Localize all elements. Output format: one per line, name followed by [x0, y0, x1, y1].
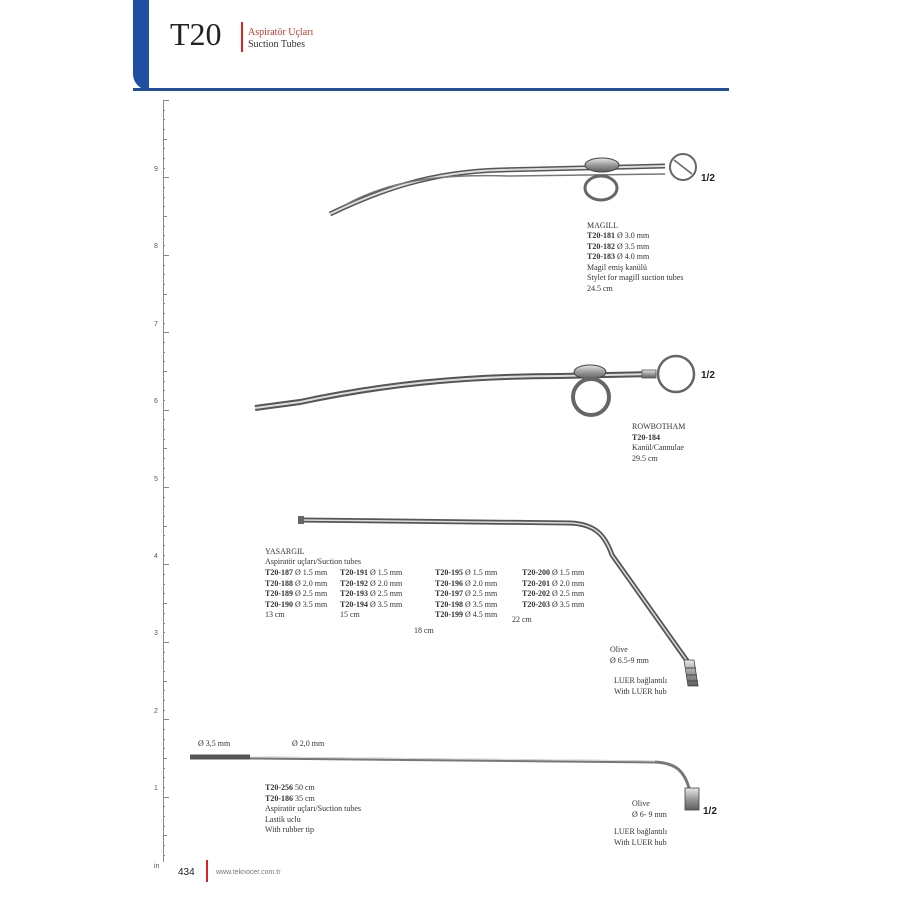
catalog-code: T20: [170, 16, 222, 52]
rubber-tip-dia-mid: Ø 2,0 mm: [292, 739, 325, 748]
magill-desc-tr: Magil emiş kanülü: [587, 262, 647, 272]
footer-url: www.teknocer.com.tr: [216, 869, 281, 876]
yasargil-item-size: Ø 3.5 mm: [552, 599, 585, 609]
magill-scale-label: 1/2: [701, 173, 715, 184]
yasargil-item-code: T20-201: [522, 578, 550, 588]
magill-item-code: T20-182: [587, 241, 615, 251]
yasargil-item-code: T20-199: [435, 610, 463, 619]
yasargil-column-4: [522, 568, 584, 610]
rubber-tip-scale-label: 1/2: [703, 806, 717, 817]
yasargil-column-2: [340, 568, 402, 621]
yasargil-luer-tr: LUER bağlantılı: [614, 676, 668, 685]
yasargil-item-code: T20-193: [340, 589, 368, 598]
yasargil-luer-info: [614, 676, 667, 697]
rubber-tip-olive-info: [632, 799, 667, 820]
rubber-tip-length: 50 cm: [295, 783, 315, 792]
yasargil-item-code: T20-196: [435, 578, 463, 588]
magill-item-size: Ø 3.0 mm: [617, 231, 650, 240]
yasargil-length: 18 cm: [414, 626, 434, 635]
yasargil-olive-size: Ø 6.5-9 mm: [610, 655, 649, 665]
rowbotham-name: ROWBOTHAM: [632, 422, 686, 431]
ruler-number: 4: [154, 553, 158, 560]
yasargil-desc: Aspiratör uçları/Suction tubes: [265, 557, 361, 566]
yasargil-length: 13 cm: [265, 610, 285, 619]
magill-length: 24.5 cm: [587, 283, 613, 293]
rubber-tip-olive-label: Olive: [632, 799, 650, 808]
ruler-number: 5: [154, 475, 158, 483]
yasargil-item-code: T20-189: [265, 589, 293, 598]
magill-item-list: [587, 231, 683, 294]
yasargil-item-code: T20-191: [340, 568, 368, 577]
yasargil-item-code: T20-194: [340, 599, 368, 609]
magill-instrument: [330, 154, 696, 214]
yasargil-item-code: T20-195: [435, 568, 463, 577]
yasargil-item-size: Ø 1.5 mm: [370, 568, 403, 577]
yasargil-item-size: Ø 3.5 mm: [295, 599, 328, 609]
ruler-number: 7: [154, 320, 158, 328]
magill-item-code: T20-181: [587, 231, 615, 240]
yasargil-item-size: Ø 2.0 mm: [552, 578, 585, 588]
yasargil-column-1: [265, 568, 327, 621]
ruler-number: 2: [154, 707, 158, 715]
yasargil-item-size: Ø 2.5 mm: [295, 589, 328, 598]
rubber-tip-olive-size: Ø 6- 9 mm: [632, 809, 667, 819]
yasargil-item-code: T20-190: [265, 599, 293, 609]
yasargil-item-code: T20-197: [435, 589, 463, 598]
yasargil-item-size: Ø 3.5 mm: [465, 599, 498, 609]
header-title-en: Suction Tubes: [248, 39, 305, 50]
yasargil-length: 15 cm: [340, 610, 360, 619]
ruler-number: 1: [154, 785, 158, 793]
rubber-tip-dia-left: Ø 3,5 mm: [198, 739, 231, 748]
yasargil-item-code: T20-200: [522, 568, 550, 577]
ruler-number: 8: [154, 243, 158, 251]
page-number: 434: [178, 867, 195, 878]
rubber-tip-luer-info: [614, 827, 667, 848]
yasargil-item-code: T20-187: [265, 568, 293, 577]
yasargil-item-size: Ø 4.5 mm: [465, 610, 498, 619]
rowbotham-instrument: [255, 356, 694, 415]
rowbotham-length: 29.5 cm: [632, 453, 658, 463]
footer-separator: [206, 860, 208, 882]
yasargil-item-size: Ø 2.0 mm: [370, 578, 403, 588]
rubber-tip-luer-tr: LUER bağlantılı: [614, 827, 668, 836]
yasargil-item-code: T20-202: [522, 589, 550, 598]
rowbotham-desc: Kanül/Cannulae: [632, 443, 684, 452]
rubber-tip-info: [265, 783, 361, 836]
ruler-number: in: [154, 862, 160, 870]
yasargil-item-code: T20-203: [522, 599, 550, 609]
magill-name: MAGILL: [587, 221, 619, 230]
ruler-number: 6: [154, 398, 158, 406]
yasargil-item-size: Ø 2.5 mm: [465, 589, 498, 598]
yasargil-item-size: Ø 2.5 mm: [370, 589, 403, 598]
header-title-tr: Aspiratör Uçları: [248, 27, 314, 38]
ruler-number: 3: [154, 630, 158, 638]
rubber-tip-desc-tr2: Lastik uclu: [265, 814, 301, 824]
yasargil-item-size: Ø 1.5 mm: [465, 568, 498, 577]
yasargil-name: YASARGIL: [265, 547, 305, 556]
yasargil-length: 22 cm: [512, 615, 532, 624]
rubber-tip-luer-en: With LUER hub: [614, 837, 667, 847]
yasargil-item-size: Ø 3.5 mm: [370, 599, 403, 609]
yasargil-luer-en: With LUER hub: [614, 686, 667, 696]
yasargil-olive-label: Olive: [610, 645, 628, 654]
yasargil-column-3: [435, 568, 497, 621]
magill-item-size: Ø 4.0 mm: [617, 252, 650, 261]
rubber-tip-desc-en: With rubber tip: [265, 825, 314, 834]
rubber-tip-length: 35 cm: [295, 793, 315, 803]
ruler-number: 9: [154, 166, 158, 173]
yasargil-item-size: Ø 2.0 mm: [295, 578, 328, 588]
yasargil-item-size: Ø 1.5 mm: [552, 568, 585, 577]
yasargil-item-code: T20-198: [435, 599, 463, 609]
rubber-tip-code: T20-186: [265, 793, 293, 803]
rowbotham-scale-label: 1/2: [701, 370, 715, 381]
yasargil-item-code: T20-188: [265, 578, 293, 588]
rowbotham-code: T20-184: [632, 432, 660, 442]
yasargil-olive-info: [610, 645, 649, 666]
rowbotham-info: [632, 422, 685, 464]
magill-item-size: Ø 3.5 mm: [617, 241, 650, 251]
rubber-tip-code: T20-256: [265, 783, 293, 792]
yasargil-item-size: Ø 2.5 mm: [552, 589, 585, 598]
magill-desc-en: Stylet for magill suction tubes: [587, 273, 684, 282]
rubber-tip-desc-tr: Aspiratör uçları/Suction tubes: [265, 804, 361, 813]
magill-item-code: T20-183: [587, 252, 615, 261]
yasargil-item-size: Ø 2.0 mm: [465, 578, 498, 588]
yasargil-item-code: T20-192: [340, 578, 368, 588]
yasargil-item-size: Ø 1.5 mm: [295, 568, 328, 577]
